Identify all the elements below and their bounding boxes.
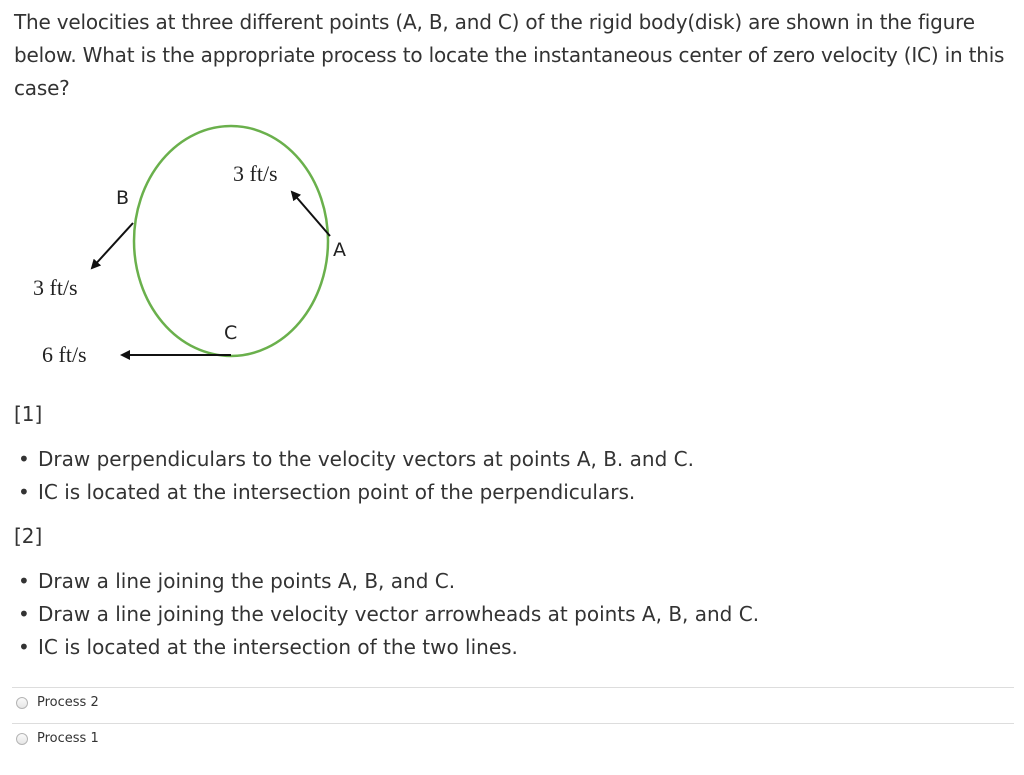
question-text: The velocities at three different points (A, B, and C) of the rigid body(disk) are shown in the figure below. What is the appropriate process to locate the instantaneous center of zero velocity (IC) in this case? — [14, 10, 1005, 100]
radio-button[interactable] — [16, 733, 28, 745]
option-process-1[interactable] — [16, 731, 99, 746]
bullet: • — [18, 635, 30, 659]
list-item — [14, 631, 759, 664]
velocity-label-c: 6 ft/s — [42, 342, 87, 367]
list-item — [14, 598, 759, 631]
point-label-b: B — [116, 187, 130, 209]
velocity-label-a: 3 ft/s — [233, 161, 278, 186]
process-1-label: [1] — [14, 402, 43, 426]
step-text: Draw perpendiculars to the velocity vectors at points A, B. and C. — [38, 447, 694, 471]
bullet: • — [18, 480, 30, 504]
velocity-vector-b — [92, 223, 133, 268]
list-item — [14, 565, 759, 598]
process-2-label: [2] — [14, 524, 43, 548]
bullet: • — [18, 447, 30, 471]
step-text: IC is located at the intersection point of the perpendiculars. — [38, 480, 636, 504]
velocity-label-b: 3 ft/s — [33, 275, 78, 300]
step-text: IC is located at the intersection of the two lines. — [38, 635, 518, 659]
bullet: • — [18, 569, 30, 593]
step-text: Draw a line joining the points A, B, and C. — [38, 569, 456, 593]
list-item — [14, 443, 694, 476]
option-label: Process 1 — [37, 731, 99, 746]
option-divider — [12, 687, 1014, 688]
radio-button[interactable] — [16, 697, 28, 709]
list-item — [14, 476, 694, 509]
point-label-c: C — [224, 322, 238, 344]
process-2-steps — [14, 565, 759, 664]
option-label: Process 2 — [37, 695, 99, 710]
option-divider — [12, 723, 1014, 724]
bullet: • — [18, 602, 30, 626]
point-label-a: A — [333, 239, 346, 261]
option-process-2[interactable] — [16, 695, 99, 710]
process-1-steps — [14, 443, 694, 509]
step-text: Draw a line joining the velocity vector arrowheads at points A, B, and C. — [38, 602, 760, 626]
